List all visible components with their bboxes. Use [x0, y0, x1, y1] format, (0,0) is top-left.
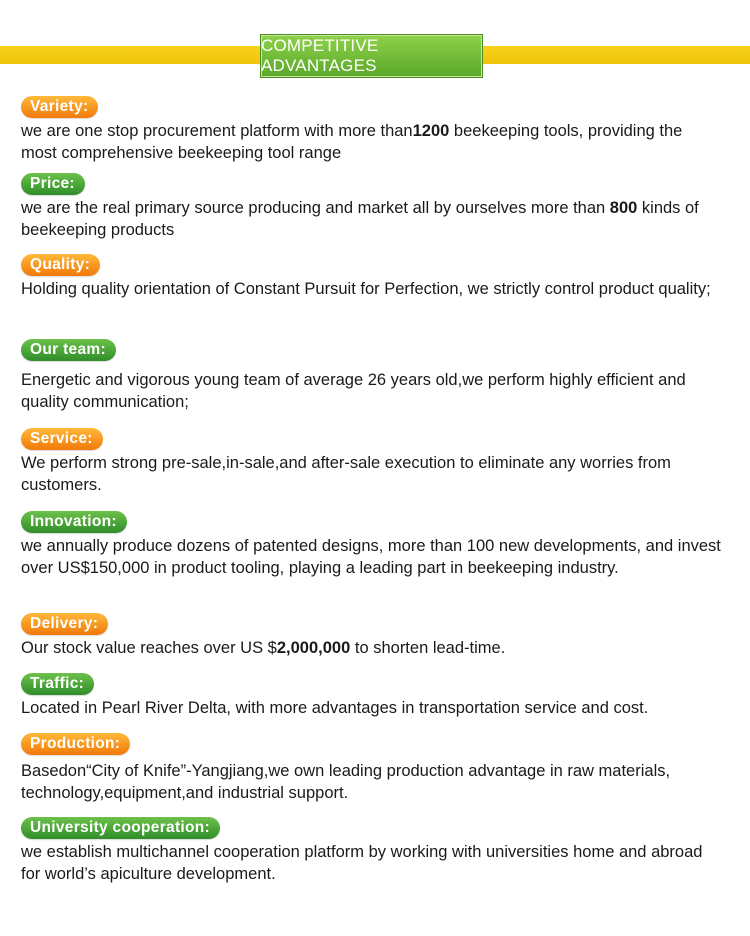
banner-title: COMPETITIVE ADVANTAGES	[260, 34, 483, 78]
label-price: Price:	[21, 173, 85, 195]
text-traffic: Located in Pearl River Delta, with more advantages in transportation service and cost.	[21, 699, 649, 717]
label-team: Our team:	[21, 339, 116, 361]
section-quality	[21, 254, 721, 300]
label-variety: Variety:	[21, 96, 98, 118]
text-variety: we are one stop procurement platform with more than1200 beekeeping tools, providing the most comprehensive beekeeping tool range	[21, 122, 683, 162]
section-traffic	[21, 673, 721, 719]
text-price: we are the real primary source producing and market all by ourselves more than 800 kinds of beekeeping products	[21, 199, 699, 239]
text-innovation: we annually produce dozens of patented designs, more than 100 new developments, and invest over US$150,000 in product tooling, playing a leading part in beekeeping industry.	[21, 537, 721, 577]
section-production	[21, 733, 721, 804]
label-innovation: Innovation:	[21, 511, 127, 533]
section-university	[21, 817, 721, 885]
label-traffic: Traffic:	[21, 673, 94, 695]
section-innovation	[21, 511, 721, 579]
section-price	[21, 173, 721, 241]
label-production: Production:	[21, 733, 130, 755]
label-university: University cooperation:	[21, 817, 220, 839]
text-delivery: Our stock value reaches over US $2,000,000 to shorten lead-time.	[21, 639, 506, 657]
text-university: we establish multichannel cooperation platform by working with universities home and abroad for world’s apiculture development.	[21, 843, 703, 883]
text-service: We perform strong pre-sale,in-sale,and after-sale execution to eliminate any worries from customers.	[21, 454, 671, 494]
section-variety	[21, 96, 721, 164]
text-team: Energetic and vigorous young team of average 26 years old,we perform highly efficient and quality communication;	[21, 371, 686, 411]
section-delivery	[21, 613, 721, 659]
section-service	[21, 428, 721, 496]
section-team	[21, 339, 721, 413]
label-delivery: Delivery:	[21, 613, 108, 635]
label-quality: Quality:	[21, 254, 100, 276]
text-production: Basedon“City of Knife”-Yangjiang,we own leading production advantage in raw materials, technology,equipment,and industrial support.	[21, 762, 671, 802]
label-service: Service:	[21, 428, 103, 450]
text-quality: Holding quality orientation of Constant Pursuit for Perfection, we strictly control product quality;	[21, 280, 711, 298]
